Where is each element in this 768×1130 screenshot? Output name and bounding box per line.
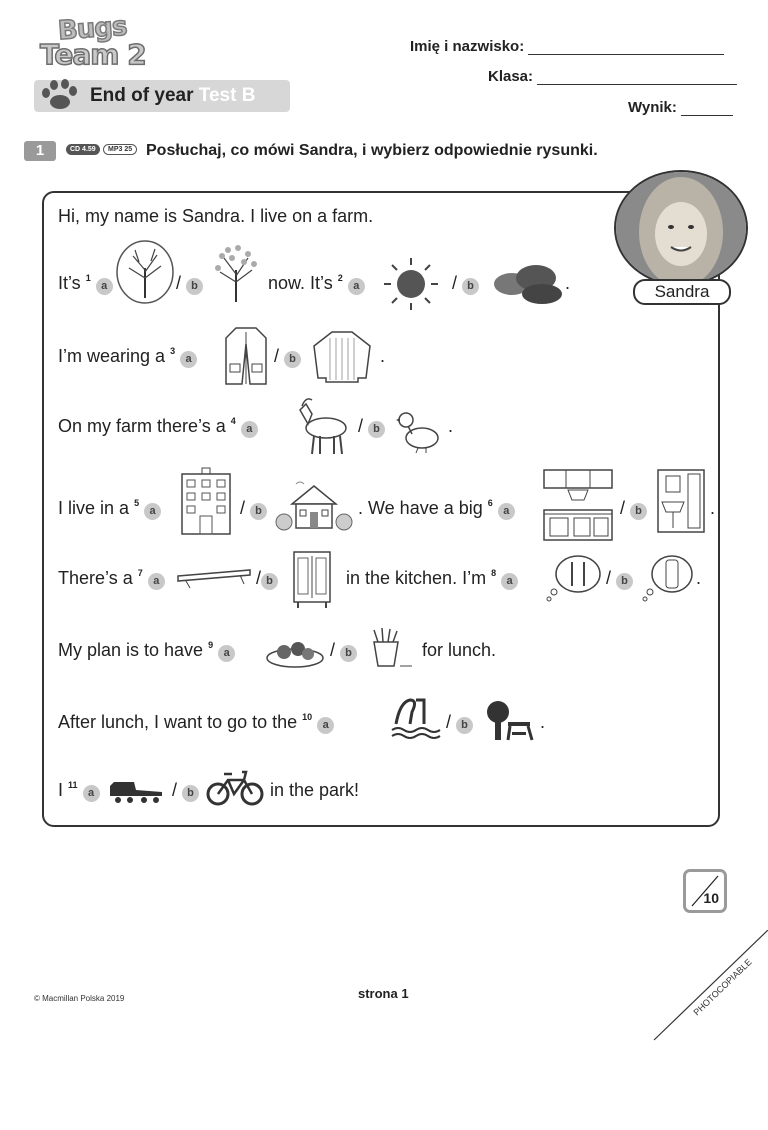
item-number-3: 3 <box>170 346 176 356</box>
slash-6 <box>620 498 647 520</box>
item-number-10: 10 <box>302 712 313 722</box>
sentence-11-text: I <box>58 780 64 800</box>
slash: / <box>452 273 458 293</box>
kitchen-icon <box>540 466 616 542</box>
mp3-badge: MP3 25 <box>103 144 137 155</box>
item-number-1: 1 <box>85 273 91 283</box>
item-number-8: 8 <box>491 568 497 578</box>
option-7a[interactable]: a <box>148 573 165 590</box>
slash-11 <box>172 780 199 802</box>
item-number-7: 7 <box>137 568 143 578</box>
option-10b[interactable]: b <box>456 717 473 734</box>
period-6: . <box>710 498 716 518</box>
park-icon <box>484 698 538 742</box>
sandra-photo <box>614 170 748 286</box>
option-2b[interactable]: b <box>462 278 479 295</box>
option-1a[interactable]: a <box>96 278 113 295</box>
logo-team: Team 2 <box>40 38 146 71</box>
score-field <box>628 99 733 116</box>
exercise-number: 1 <box>24 141 56 161</box>
page-number: strona 1 <box>358 986 409 1001</box>
option-7b[interactable]: b <box>261 573 278 590</box>
option-8b[interactable]: b <box>616 573 633 590</box>
option-5b[interactable]: b <box>250 503 267 520</box>
slash-4 <box>358 416 385 438</box>
period-8: . <box>696 568 702 588</box>
slash: / <box>172 780 178 800</box>
sentence-10-text: After lunch, I want to go to the <box>58 712 298 732</box>
slash-3 <box>274 346 301 368</box>
sentence-9-end: for lunch. <box>422 640 497 660</box>
option-11a[interactable]: a <box>83 785 100 802</box>
item-number-5: 5 <box>134 498 140 508</box>
sentence-9 <box>58 640 235 662</box>
shelf-icon <box>174 566 254 592</box>
slash-5 <box>240 498 267 520</box>
banner-title: End of year <box>90 85 194 106</box>
sentence-11-end: in the park! <box>270 780 360 800</box>
option-4a[interactable]: a <box>241 421 258 438</box>
slash: / <box>606 568 612 588</box>
option-9b[interactable]: b <box>340 645 357 662</box>
points-total: 10 <box>703 890 719 906</box>
option-8a[interactable]: a <box>501 573 518 590</box>
sentence-5-text: I live in a <box>58 498 130 518</box>
bathroom-icon <box>654 466 708 536</box>
cd-badge: CD 4.59 <box>66 144 100 155</box>
option-6b[interactable]: b <box>630 503 647 520</box>
period-10: . <box>540 712 546 732</box>
sweater-icon <box>310 328 374 384</box>
coat-icon <box>222 324 270 388</box>
slash-2 <box>452 273 479 295</box>
item-number-4: 4 <box>230 416 236 426</box>
photocopiable-label: PHOTOCOPIABLE <box>691 956 754 1018</box>
sentence-4 <box>58 416 258 438</box>
option-1b[interactable]: b <box>186 278 203 295</box>
slash: / <box>274 346 280 366</box>
clouds-icon <box>490 262 566 306</box>
duck-icon <box>392 406 442 454</box>
name-line[interactable] <box>528 54 724 55</box>
sentence-7-mid <box>346 568 518 590</box>
sentence-9-text: My plan is to have <box>58 640 204 660</box>
slash: / <box>446 712 452 732</box>
period-3: . <box>380 346 386 366</box>
item-number-9: 9 <box>208 640 214 650</box>
sentence-10 <box>58 712 334 734</box>
photocopiable-corner <box>652 930 768 1130</box>
sentence-7 <box>58 568 165 590</box>
logo-bugs: Bugs <box>57 11 128 47</box>
name-label: Imię i nazwisko: <box>410 38 525 55</box>
sentence-7-mid-text: in the kitchen. I’m <box>346 568 487 588</box>
sentence-3 <box>58 346 197 368</box>
sentence-3-text: I’m wearing a <box>58 346 166 366</box>
option-4b[interactable]: b <box>368 421 385 438</box>
option-3b[interactable]: b <box>284 351 301 368</box>
score-label: Wynik: <box>628 99 677 116</box>
slash-10 <box>446 712 473 734</box>
class-label: Klasa: <box>488 68 534 85</box>
sentence-1 <box>58 273 113 295</box>
sentence-5-mid <box>358 498 515 520</box>
sentence-5 <box>58 498 161 520</box>
sentence-4-text: On my farm there’s a <box>58 416 226 436</box>
option-9a[interactable]: a <box>218 645 235 662</box>
slash: / <box>240 498 246 518</box>
paw-icon <box>36 76 86 110</box>
spring-tree-icon <box>208 244 264 304</box>
banner-test: Test B <box>198 85 256 106</box>
intro-line: Hi, my name is Sandra. I live on a farm. <box>58 206 374 226</box>
option-10a[interactable]: a <box>317 717 334 734</box>
slash-7 <box>256 568 278 590</box>
period-2: . <box>565 273 571 293</box>
period-4: . <box>448 416 454 436</box>
name-field <box>410 38 724 55</box>
slash-8 <box>606 568 633 590</box>
slash: / <box>330 640 336 660</box>
score-line[interactable] <box>681 115 733 116</box>
class-field <box>488 68 737 85</box>
copyright: © Macmillan Polska 2019 <box>34 994 125 1003</box>
points-box <box>683 869 727 913</box>
house-icon <box>274 478 354 532</box>
option-6a[interactable]: a <box>498 503 515 520</box>
option-11b[interactable]: b <box>182 785 199 802</box>
slash: / <box>358 416 364 436</box>
thirsty-thought-icon <box>640 552 696 604</box>
slash: / <box>620 498 626 518</box>
apartment-block-icon <box>178 466 234 536</box>
item-number-11: 11 <box>68 780 78 790</box>
chips-icon <box>364 626 416 670</box>
class-line[interactable] <box>537 84 737 85</box>
option-3a[interactable]: a <box>180 351 197 368</box>
item-number-6: 6 <box>487 498 493 508</box>
slash-9 <box>330 640 357 662</box>
option-5a[interactable]: a <box>144 503 161 520</box>
cupboard-icon <box>290 548 334 610</box>
goat-icon <box>290 394 354 458</box>
hungry-thought-icon <box>544 552 602 604</box>
swimming-pool-icon <box>390 694 442 740</box>
roller-skates-icon <box>106 774 166 804</box>
bicycle-icon <box>206 768 264 808</box>
meatballs-plate-icon <box>264 634 326 670</box>
option-2a[interactable]: a <box>348 278 365 295</box>
sandra-label: Sandra <box>633 279 731 305</box>
sentence-1-mid-text: now. It’s <box>268 273 333 293</box>
sun-icon <box>382 256 440 312</box>
test-banner <box>34 80 290 112</box>
slash-1 <box>176 273 203 295</box>
sentence-5-mid-text: . We have a big <box>358 498 483 518</box>
sentence-7-text: There’s a <box>58 568 133 588</box>
sentence-1-mid <box>268 273 365 295</box>
slash: / <box>256 568 262 588</box>
slash: / <box>176 273 182 293</box>
sentence-11 <box>58 780 100 802</box>
instruction: Posłuchaj, co mówi Sandra, i wybierz odpowiednie rysunki. <box>146 142 598 159</box>
winter-tree-icon <box>115 240 175 305</box>
sentence-1-text: It’s <box>58 273 81 293</box>
item-number-2: 2 <box>337 273 343 283</box>
